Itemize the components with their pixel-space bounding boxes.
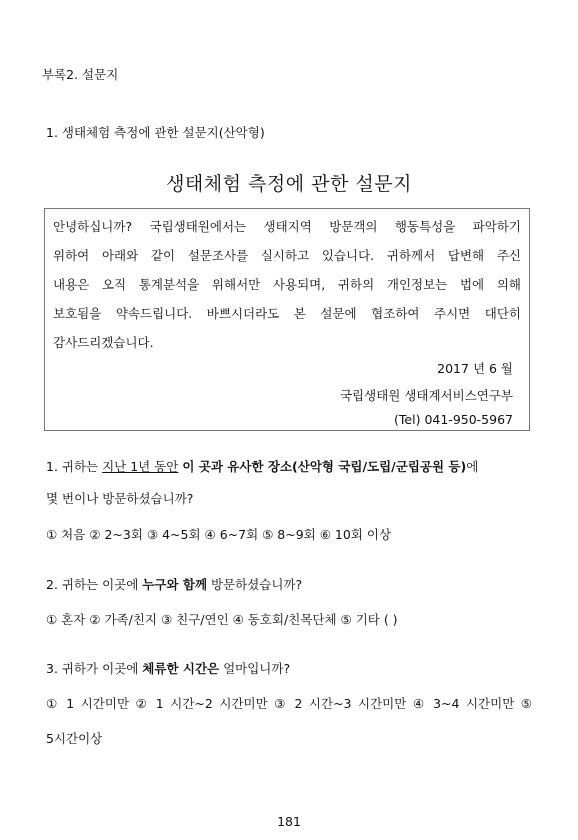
appendix-label: 부록2. 설문지 [42, 67, 119, 82]
question-2-text: 방문하셨습니까? [207, 577, 303, 592]
question-1-text: 에 [466, 459, 479, 474]
question-1-period: 지난 1년 동안 [102, 459, 179, 474]
intro-line: 위하여 아래와 같이 설문조사를 실시하고 있습니다. 귀하께서 답변해 주신 [53, 248, 521, 263]
document-title: 생태체험 측정에 관한 설문지 [166, 173, 412, 195]
intro-box [44, 208, 530, 431]
section-title: 1. 생태체험 측정에 관한 설문지(산악형) [46, 125, 265, 140]
intro-line: 감사드리겠습니다. [53, 335, 154, 350]
question-2-text: 2. 귀하는 이곳에 [46, 577, 143, 592]
question-1-text: 1. 귀하는 [46, 459, 103, 474]
survey-date: 2017 년 6 월 [437, 361, 513, 376]
organization: 국립생태원 생태계서비스연구부 [339, 388, 513, 403]
intro-line: 보호됨을 약속드립니다. 바쁘시더라도 본 설문에 협조하여 주시면 대단히 [53, 306, 521, 321]
page-number: 181 [277, 814, 301, 829]
question-3-options[interactable]: ① 1 시간미만 ② 1 시간~2 시간미만 ③ 2 시간~3 시간미만 ④ 3~4 시간미만 ⑤ [46, 696, 532, 711]
question-3-text: 3. 귀하가 이곳에 [46, 661, 143, 676]
question-2-options[interactable]: ① 혼자 ② 가족/친지 ③ 친구/연인 ④ 동호회/친목단체 ⑤ 기타 ( ) [46, 612, 398, 627]
question-3-options-cont[interactable]: 5시간이상 [46, 731, 103, 746]
question-1-options[interactable]: ① 처음 ② 2~3회 ③ 4~5회 ④ 6~7회 ⑤ 8~9회 ⑥ 10회 이상 [46, 527, 392, 542]
intro-line: 안녕하십니까? 국립생태원에서는 생태지역 방문객의 행동특성을 파악하기 [53, 219, 521, 234]
question-2-companion: 누구와 함께 [142, 577, 208, 592]
question-1-place: 이 곳과 유사한 장소(산악형 국립/도립/군립공원 등) [182, 459, 467, 474]
intro-line: 내용은 오직 통계분석을 위해서만 사용되며, 귀하의 개인정보는 법에 의해 [53, 277, 521, 292]
question-3-duration: 체류한 시간은 [142, 661, 220, 676]
question-1 [46, 457, 478, 475]
telephone: (Tel) 041-950-5967 [394, 412, 513, 427]
question-2 [46, 575, 302, 593]
question-3 [46, 659, 290, 677]
question-1-line2: 몇 번이나 방문하셨습니까? [46, 491, 194, 506]
question-3-text: 얼마입니까? [219, 661, 291, 676]
